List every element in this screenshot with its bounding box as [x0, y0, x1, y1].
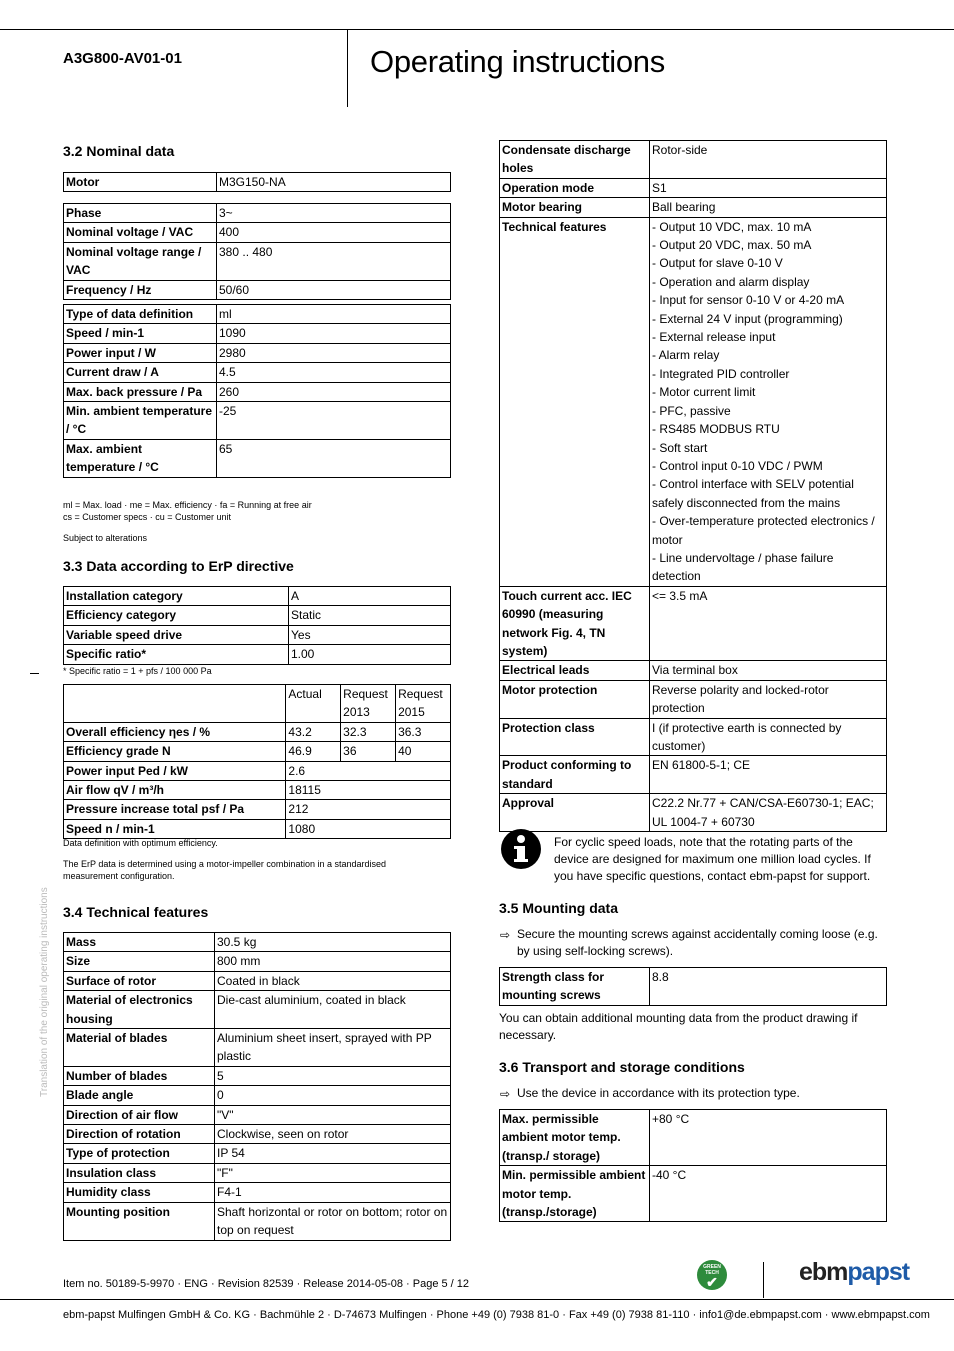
row-label: Min. ambient temperature / °C: [64, 402, 217, 440]
header-divider: [347, 29, 348, 107]
table-row: [64, 1183, 451, 1202]
table-row: [64, 1125, 451, 1144]
row-label: Max. ambient temperature / °C: [64, 439, 217, 477]
row-value: Ball bearing: [650, 198, 887, 217]
row-value: C22.2 Nr.77 + CAN/CSA-E60730-1; EAC; UL 1004-7 + 60730: [650, 794, 887, 832]
table-row: [500, 1110, 887, 1166]
row-value: -40 °C: [650, 1166, 887, 1222]
row-label: Direction of air flow: [64, 1105, 215, 1124]
row-value: 380 .. 480: [217, 242, 451, 280]
row-value: M3G150-NA: [217, 173, 451, 192]
row-label: Power input Ped / kW: [64, 761, 286, 780]
table-row: [64, 1163, 451, 1182]
table-row: [500, 217, 887, 586]
row-value: -25: [217, 402, 451, 440]
footer-divider: [763, 1262, 764, 1298]
page-title: Operating instructions: [370, 44, 665, 79]
row-value: +80 °C: [650, 1110, 887, 1166]
row-value: 1090: [217, 324, 451, 343]
table-row: [64, 722, 451, 741]
arrow-icon: ⇨: [500, 928, 511, 942]
table-row: [64, 971, 451, 990]
row-value: Aluminium sheet insert, sprayed with PP plastic: [215, 1029, 451, 1067]
row-value: Via terminal box: [650, 661, 887, 680]
row-value: 1.00: [289, 645, 451, 664]
row-value: Shaft horizontal or rotor on bottom; rotor on top on request: [215, 1202, 451, 1240]
row-label: Type of protection: [64, 1144, 215, 1163]
table-row: [64, 1202, 451, 1240]
table-row: [64, 242, 451, 280]
footer-company: ebm-papst Mulfingen GmbH & Co. KG · Bachmühle 2 · D-74673 Mulfingen · Phone +49 (0) 7938 81-0 · Fax +49 (0) 7938 81-110 · info1@de.ebmpapst.com · www.ebmpapst.com: [63, 1309, 930, 1321]
row-label: Product conforming to standard: [500, 756, 650, 794]
mounting-bullet: Secure the mounting screws against accidentally coming loose (e.g. by using self-locking screws).: [517, 927, 878, 958]
row-value: 40: [396, 742, 451, 761]
row-label: Protection class: [500, 718, 650, 756]
features-table: [499, 140, 887, 832]
tech-heading: 3.4 Technical features: [63, 904, 209, 920]
row-value: 36.3: [396, 722, 451, 741]
row-label: Nominal voltage range / VAC: [64, 242, 217, 280]
row-label: Strength class for mounting screws: [500, 968, 650, 1006]
table-row: [64, 1105, 451, 1124]
row-label: Operation mode: [500, 178, 650, 197]
table-row: [64, 1086, 451, 1105]
row-label: Max. back pressure / Pa: [64, 382, 217, 401]
row-value: 46.9: [286, 742, 341, 761]
table-row: [500, 661, 887, 680]
row-label: Mounting position: [64, 1202, 215, 1240]
table-row: [64, 625, 451, 644]
table-row: [64, 645, 451, 664]
row-label: Nominal voltage / VAC: [64, 223, 217, 242]
table-row: [64, 382, 451, 401]
table-row: [64, 952, 451, 971]
row-value: Rotor-side: [650, 141, 887, 179]
footer-item-info: Item no. 50189-5-9970 · ENG · Revision 82539 · Release 2014-05-08 · Page 5 / 12: [63, 1278, 470, 1290]
table-row: [64, 781, 451, 800]
erp-table: [63, 586, 451, 665]
mounting-heading: 3.5 Mounting data: [499, 900, 618, 916]
row-value: 212: [286, 800, 451, 819]
row-label: Approval: [500, 794, 650, 832]
row-label: Material of blades: [64, 1029, 215, 1067]
operating-table: [63, 304, 451, 478]
table-row: [500, 756, 887, 794]
table-row: [64, 402, 451, 440]
table-row: [64, 204, 451, 223]
row-value: I (if protective earth is connected by customer): [650, 718, 887, 756]
row-label: Surface of rotor: [64, 971, 215, 990]
table-row: [64, 324, 451, 343]
row-label: Variable speed drive: [64, 625, 289, 644]
motor-table: [63, 172, 451, 192]
row-value: 800 mm: [215, 952, 451, 971]
table-row: [64, 280, 451, 299]
row-value: Coated in black: [215, 971, 451, 990]
table-row: [64, 742, 451, 761]
table-row: [64, 761, 451, 780]
row-label: Mass: [64, 933, 215, 952]
row-value: 400: [217, 223, 451, 242]
row-value: - Output 10 VDC, max. 10 mA - Output 20 VDC, max. 50 mA - Output for slave 0-10 V - Operation and alarm display - Input for sensor 0-10 V or 4-20 mA - External 24 V input (programming) - External release input - Alarm relay - Integrated PID controller - Motor current limit - PFC, passive - RS485 MODBUS RTU - Soft start - Control input 0-10 VDC / PWM - Control interface with SELV potential safely disconnected from the mains - Over-temperature protected electronics / motor - Line undervoltage / phase failure detection: [650, 217, 887, 586]
ebmpapst-logo: ebmpapst: [799, 1258, 910, 1286]
row-label: Condensate discharge holes: [500, 141, 650, 179]
info-text: For cyclic speed loads, note that the rotating parts of the device are designed for maximum one million load cycles. If you have specific questions, contact ebm-papst for support.: [554, 835, 871, 883]
column-header: [64, 685, 286, 723]
table-row: [500, 680, 887, 718]
green-tech-logo: GREEN TECH ✔: [697, 1260, 727, 1290]
table-row: [500, 198, 887, 217]
transport-heading: 3.6 Transport and storage conditions: [499, 1059, 745, 1075]
table-row: [64, 173, 451, 192]
row-label: Blade angle: [64, 1086, 215, 1105]
row-label: Pressure increase total psf / Pa: [64, 800, 286, 819]
nominal-heading: 3.2 Nominal data: [63, 143, 175, 159]
row-label: Power input / W: [64, 343, 217, 362]
row-value: 18115: [286, 781, 451, 800]
row-label: Phase: [64, 204, 217, 223]
row-label: Motor bearing: [500, 198, 650, 217]
table-row: [500, 178, 887, 197]
mounting-table: [499, 967, 887, 1006]
row-label: Current draw / A: [64, 363, 217, 382]
row-value: "V": [215, 1105, 451, 1124]
table-row: [500, 586, 887, 661]
row-value: 1080: [286, 819, 451, 838]
table-row: [64, 800, 451, 819]
table-row: [64, 587, 451, 606]
row-value: 43.2: [286, 722, 341, 741]
row-value: 5: [215, 1066, 451, 1085]
row-label: Air flow qV / m³/h: [64, 781, 286, 800]
row-label: Efficiency grade N: [64, 742, 286, 761]
row-value: EN 61800-5-1; CE: [650, 756, 887, 794]
header-rule: [0, 29, 954, 30]
tech-table: [63, 932, 451, 1241]
erp-heading: 3.3 Data according to ErP directive: [63, 558, 294, 574]
row-label: Frequency / Hz: [64, 280, 217, 299]
electrical-table: [63, 203, 451, 300]
row-label: Overall efficiency ηes / %: [64, 722, 286, 741]
row-value: 0: [215, 1086, 451, 1105]
row-value: "F": [215, 1163, 451, 1182]
row-value: 3~: [217, 204, 451, 223]
table-header-row: [64, 685, 451, 723]
row-value: Yes: [289, 625, 451, 644]
side-note: Translation of the original operating instructions: [39, 887, 50, 1097]
row-value: ml: [217, 305, 451, 324]
arrow-icon: ⇨: [500, 1087, 511, 1101]
row-value: Reverse polarity and locked-rotor protection: [650, 680, 887, 718]
legend-line-1: ml = Max. load · me = Max. efficiency · fa = Running at free air: [63, 500, 312, 510]
row-value: 2980: [217, 343, 451, 362]
table-row: [64, 991, 451, 1029]
table-row: [500, 968, 887, 1006]
row-value: 32.3: [341, 722, 396, 741]
row-label: Electrical leads: [500, 661, 650, 680]
table-row: [500, 794, 887, 832]
table-row: [64, 305, 451, 324]
transport-table: [499, 1109, 887, 1222]
column-header: Request 2013: [341, 685, 396, 723]
row-value: 50/60: [217, 280, 451, 299]
row-value: Static: [289, 606, 451, 625]
table-row: [500, 718, 887, 756]
table-row: [500, 1166, 887, 1222]
row-value: 4.5: [217, 363, 451, 382]
column-header: Actual: [286, 685, 341, 723]
row-label: Humidity class: [64, 1183, 215, 1202]
row-label: Motor: [64, 173, 217, 192]
row-value: 30.5 kg: [215, 933, 451, 952]
table-row: [64, 1029, 451, 1067]
row-label: Installation category: [64, 587, 289, 606]
ratio-note: * Specific ratio = 1 + pfs / 100 000 Pa: [63, 666, 212, 676]
row-value: 36: [341, 742, 396, 761]
row-label: Technical features: [500, 217, 650, 586]
row-label: Touch current acc. IEC 60990 (measuring network Fig. 4, TN system): [500, 586, 650, 661]
column-header: Request 2015: [396, 685, 451, 723]
row-value: 8.8: [650, 968, 887, 1006]
row-value: F4-1: [215, 1183, 451, 1202]
erp-note-1: Data definition with optimum efficiency.: [63, 838, 218, 848]
table-row: [64, 439, 451, 477]
table-row: [64, 819, 451, 838]
row-label: Specific ratio*: [64, 645, 289, 664]
erp-note-2: The ErP data is determined using a motor-impeller combination in a standardised measurement configuration.: [63, 859, 387, 881]
row-label: Speed / min-1: [64, 324, 217, 343]
subject-note: Subject to alterations: [63, 533, 148, 543]
row-label: Efficiency category: [64, 606, 289, 625]
row-value: Clockwise, seen on rotor: [215, 1125, 451, 1144]
row-label: Number of blades: [64, 1066, 215, 1085]
check-icon: ✔: [706, 1274, 718, 1290]
row-value: Die-cast aluminium, coated in black: [215, 991, 451, 1029]
legend-line-2: cs = Customer specs · cu = Customer unit: [63, 512, 232, 522]
table-row: [64, 223, 451, 242]
row-label: Direction of rotation: [64, 1125, 215, 1144]
row-value: S1: [650, 178, 887, 197]
info-icon: [500, 828, 542, 870]
table-row: [64, 1066, 451, 1085]
row-label: Motor protection: [500, 680, 650, 718]
row-label: Insulation class: [64, 1163, 215, 1182]
row-label: Max. permissible ambient motor temp. (transp./ storage): [500, 1110, 650, 1166]
row-label: Type of data definition: [64, 305, 217, 324]
mounting-text: You can obtain additional mounting data from the product drawing if necessary.: [499, 1011, 858, 1042]
row-label: Min. permissible ambient motor temp. (transp./storage): [500, 1166, 650, 1222]
row-label: Size: [64, 952, 215, 971]
table-row: [64, 606, 451, 625]
footer-rule: [0, 1299, 954, 1300]
table-row: [64, 363, 451, 382]
row-value: 65: [217, 439, 451, 477]
row-value: 2.6: [286, 761, 451, 780]
row-label: Speed n / min-1: [64, 819, 286, 838]
efficiency-table: [63, 684, 451, 839]
row-value: A: [289, 587, 451, 606]
row-value: IP 54: [215, 1144, 451, 1163]
model-number: A3G800-AV01-01: [63, 50, 182, 67]
table-row: [500, 141, 887, 179]
table-row: [64, 1144, 451, 1163]
row-value: <= 3.5 mA: [650, 586, 887, 661]
fold-mark: [30, 673, 39, 674]
row-value: 260: [217, 382, 451, 401]
row-label: Material of electronics housing: [64, 991, 215, 1029]
table-row: [64, 933, 451, 952]
table-row: [64, 343, 451, 362]
transport-bullet: Use the device in accordance with its protection type.: [517, 1086, 800, 1100]
